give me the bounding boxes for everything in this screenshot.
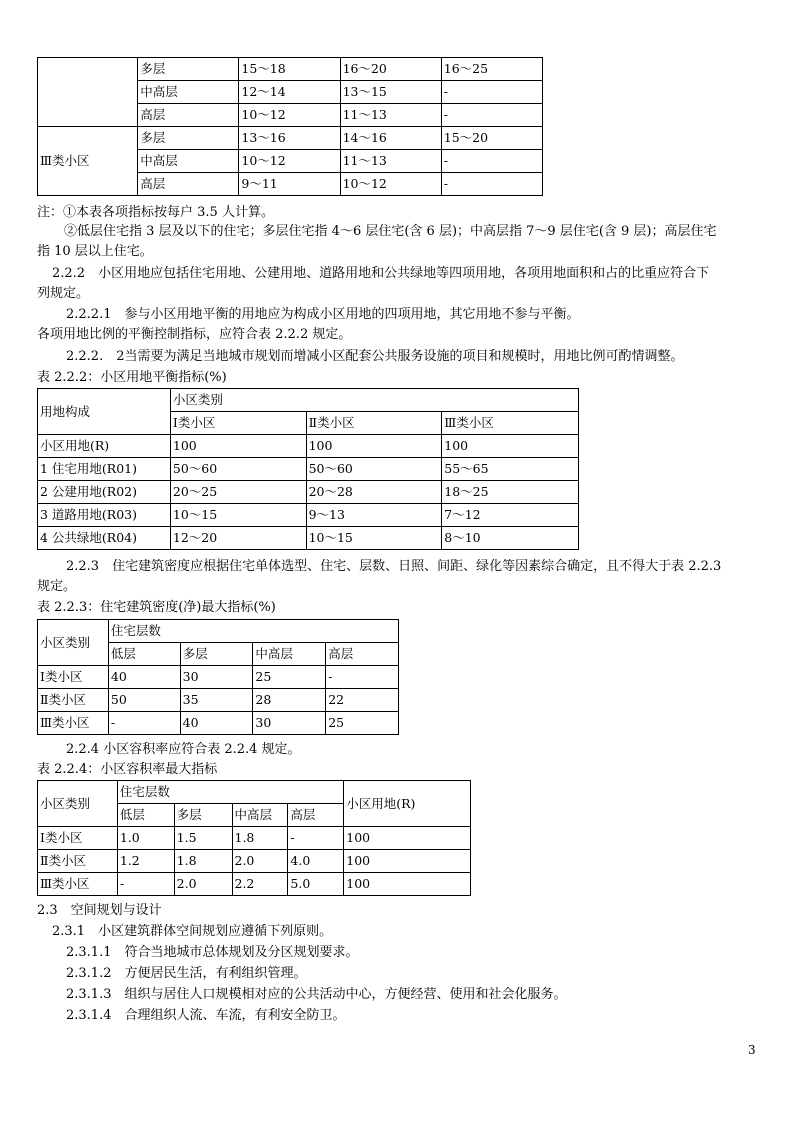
table-cell: 12～20	[170, 527, 306, 550]
table-cell: 9～13	[306, 504, 442, 527]
table-cell: 50～60	[170, 458, 306, 481]
table-row	[38, 527, 579, 550]
table-cell: 10～12	[340, 173, 441, 196]
clause-2-3-1: 2.3.1 小区建筑群体空间规划应遵循下列原则。	[52, 924, 333, 939]
table-cell: 1.0	[117, 827, 174, 850]
table-cell: 12～14	[239, 81, 340, 104]
table-cell: 30	[253, 712, 326, 735]
table-cell: 3 道路用地(R03)	[38, 504, 171, 527]
table-cell: 7～12	[442, 504, 579, 527]
table-cell: Ⅰ类小区	[38, 666, 109, 689]
clause-2-2-4: 2.2.4 小区容积率应符合表 2.2.4 规定。	[66, 742, 301, 757]
note-2-continued: 指 10 层以上住宅。	[37, 244, 153, 259]
table-cell: 13～15	[340, 81, 441, 104]
table-cell: 1.8	[174, 850, 232, 873]
table-cell: 40	[108, 666, 180, 689]
table-cell: Ⅱ类小区	[38, 689, 109, 712]
table-row	[38, 850, 471, 873]
column-header: 多层	[174, 804, 232, 827]
table-row	[38, 827, 471, 850]
table-cell: 1.2	[117, 850, 174, 873]
table-cell: 中高层	[138, 150, 239, 173]
table-cell: -	[441, 104, 542, 127]
table-cell: 15～18	[239, 58, 340, 81]
table-cell: 25	[253, 666, 326, 689]
page-number: 3	[748, 1043, 756, 1057]
table-cell: 2 公建用地(R02)	[38, 481, 171, 504]
table-cell: 13～16	[239, 127, 340, 150]
column-header: 多层	[180, 643, 253, 666]
table-cell: -	[108, 712, 180, 735]
table-cell: 高层	[138, 104, 239, 127]
table-row	[38, 666, 399, 689]
table-cell: 28	[253, 689, 326, 712]
table-cell	[38, 58, 138, 127]
column-header: 高层	[288, 804, 344, 827]
column-header: 低层	[117, 804, 174, 827]
clause-2-3-1-3: 2.3.1.3 组织与居住人口规模相对应的公共活动中心，方便经营、使用和社会化服务。	[66, 987, 567, 1002]
table-row	[38, 504, 579, 527]
table-row	[38, 127, 543, 150]
clause-2-2-3: 2.2.3 住宅建筑密度应根据住宅单体选型、住宅、层数、日照、间距、绿化等因素综合确定，且不得大于表 2.2.3	[66, 559, 722, 574]
table-cell: 100	[344, 850, 471, 873]
table-cell: Ⅲ类小区	[38, 712, 109, 735]
table-cell: 1.5	[174, 827, 232, 850]
table-row	[38, 689, 399, 712]
table-cell: 4.0	[288, 850, 344, 873]
column-header: 中高层	[232, 804, 288, 827]
table-cell: Ⅱ类小区	[38, 850, 118, 873]
table-cell: 多层	[138, 127, 239, 150]
column-header: 小区用地(R)	[344, 781, 471, 827]
table-cell: 50	[108, 689, 180, 712]
table-row	[38, 458, 579, 481]
table-cell: -	[441, 81, 542, 104]
table-cell: 30	[180, 666, 253, 689]
table-row	[38, 712, 399, 735]
table-header-row	[38, 781, 471, 804]
column-header: 小区类别	[38, 781, 118, 827]
table-cell: 25	[326, 712, 399, 735]
table-cell: 100	[306, 435, 442, 458]
table-cell: 多层	[138, 58, 239, 81]
clause-2-2-2-1-continued: 各项用地比例的平衡控制指标，应符合表 2.2.2 规定。	[37, 327, 352, 342]
table-row	[38, 58, 543, 81]
table-cell: 100	[170, 435, 306, 458]
table-cell: 11～13	[340, 104, 441, 127]
table-cell: 2.2	[232, 873, 288, 896]
table-header-row	[38, 389, 579, 412]
table-cell: 5.0	[288, 873, 344, 896]
table-cell: -	[441, 150, 542, 173]
column-header: Ⅱ类小区	[306, 412, 442, 435]
table-cell: 14～16	[340, 127, 441, 150]
note-1: 注：①本表各项指标按每户 3.5 人计算。	[37, 205, 274, 220]
table-cell: 2.0	[232, 850, 288, 873]
table-cell: 10～12	[239, 104, 340, 127]
table-cell: 100	[442, 435, 579, 458]
note-2: ②低层住宅指 3 层及以下的住宅；多层住宅指 4～6 层住宅(含 6 层)；中高层指 7～9 层住宅(含 9 层)；高层住宅	[64, 224, 717, 239]
table-cell: 22	[326, 689, 399, 712]
column-header: 高层	[326, 643, 399, 666]
table-cell: 1.8	[232, 827, 288, 850]
table-cell: 18～25	[442, 481, 579, 504]
clause-2-2-2-2: 2.2.2. 2当需要为满足当地城市规划而增减小区配套公共服务设施的项目和规模时，用地比例可酌情调整。	[66, 349, 684, 364]
table-cell: 40	[180, 712, 253, 735]
column-header: 低层	[108, 643, 180, 666]
table-cell: -	[326, 666, 399, 689]
table-row	[38, 873, 471, 896]
column-group-header: 住宅层数	[108, 620, 398, 643]
table-row	[38, 481, 579, 504]
column-header: Ⅰ类小区	[170, 412, 306, 435]
table-cell: Ⅰ类小区	[38, 827, 118, 850]
table-cell: 高层	[138, 173, 239, 196]
table-cell: 10～12	[239, 150, 340, 173]
column-header: 小区类别	[38, 620, 109, 666]
table-cell: 20～28	[306, 481, 442, 504]
table-cell: 9～11	[239, 173, 340, 196]
table-2-2-3-title: 表 2.2.3：住宅建筑密度(净)最大指标(%)	[37, 600, 276, 615]
table-row	[38, 435, 579, 458]
table-cell: 1 住宅用地(R01)	[38, 458, 171, 481]
table-cell: 16～25	[441, 58, 542, 81]
table-2-2-4	[37, 780, 471, 896]
table-cell: 中高层	[138, 81, 239, 104]
column-header: 中高层	[253, 643, 326, 666]
table-cell: 16～20	[340, 58, 441, 81]
table-2-2-4-title: 表 2.2.4：小区容积率最大指标	[37, 762, 218, 777]
table-2-2-3	[37, 619, 399, 735]
table-cell: -	[441, 173, 542, 196]
table-cell: 4 公共绿地(R04)	[38, 527, 171, 550]
table-cell: -	[117, 873, 174, 896]
table-cell: 2.0	[174, 873, 232, 896]
clause-2-3-1-4: 2.3.1.4 合理组织人流、车流，有利安全防卫。	[66, 1008, 346, 1023]
table-cell: 10～15	[306, 527, 442, 550]
clause-2-3-1-1: 2.3.1.1 符合当地城市总体规划及分区规划要求。	[66, 945, 359, 960]
clause-2-2-2-1: 2.2.2.1 参与小区用地平衡的用地应为构成小区用地的四项用地，其它用地不参与平衡。	[66, 307, 580, 322]
table-cell: 15～20	[441, 127, 542, 150]
table-cell: -	[288, 827, 344, 850]
column-group-header: 住宅层数	[117, 781, 343, 804]
table-cell: 55～65	[442, 458, 579, 481]
table-2-2-2	[37, 388, 579, 550]
column-group-header: 小区类别	[170, 389, 578, 412]
table-cell: 100	[344, 827, 471, 850]
table-2-2-2-title: 表 2.2.2：小区用地平衡指标(%)	[37, 370, 227, 385]
table-cell: Ⅲ类小区	[38, 873, 118, 896]
table-cell: 8～10	[442, 527, 579, 550]
clause-2-2-2-continued: 列规定。	[37, 286, 90, 301]
table-cell: 11～13	[340, 150, 441, 173]
column-header: 用地构成	[38, 389, 171, 435]
clause-2-2-2: 2.2.2 小区用地应包括住宅用地、公建用地、道路用地和公共绿地等四项用地，各项用地面积和占的比重应符合下	[52, 266, 710, 281]
table-cell: 小区用地(R)	[38, 435, 171, 458]
clause-2-2-3-continued: 规定。	[37, 579, 77, 594]
table-cell: 10～15	[170, 504, 306, 527]
table-residential-density-continued	[37, 57, 543, 196]
section-2-3-heading: 2.3 空间规划与设计	[37, 903, 162, 918]
table-cell: 20～25	[170, 481, 306, 504]
table-cell: 100	[344, 873, 471, 896]
column-header: Ⅲ类小区	[442, 412, 579, 435]
table-cell: 35	[180, 689, 253, 712]
table-header-row	[38, 620, 399, 643]
clause-2-3-1-2: 2.3.1.2 方便居民生活，有利组织管理。	[66, 966, 307, 981]
table-cell: 50～60	[306, 458, 442, 481]
table-cell-category: Ⅲ类小区	[38, 127, 138, 196]
